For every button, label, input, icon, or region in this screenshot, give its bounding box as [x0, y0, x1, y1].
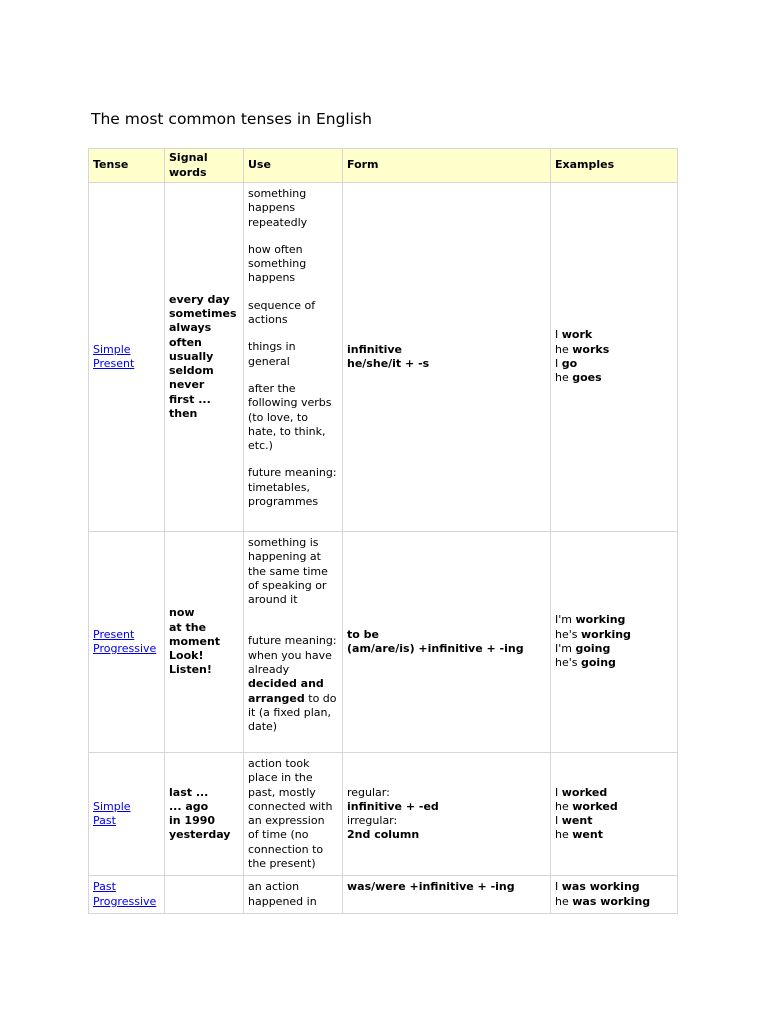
- header-signal-words: Signal words: [165, 149, 244, 183]
- example-line: I work: [555, 328, 593, 342]
- examples-cell: [551, 532, 678, 753]
- tense-link-simple-present[interactable]: Simple Present: [93, 342, 135, 370]
- table-row-past-progressive: [89, 876, 678, 914]
- form-cell: to be (am/are/is) +infinitive + -ing: [343, 532, 551, 753]
- example-line: I worked: [555, 785, 608, 799]
- header-tense: Tense: [89, 149, 165, 183]
- example-line: he's working: [555, 627, 631, 641]
- use-cell: [244, 532, 343, 753]
- tenses-table: [88, 148, 678, 914]
- use-paragraph: sequence of actions: [248, 298, 316, 327]
- page-title: The most common tenses in English: [91, 110, 372, 128]
- table-row-simple-present: [89, 183, 678, 532]
- use-cell: [244, 753, 343, 876]
- tense-link-past-progressive[interactable]: Past Progressive: [93, 880, 157, 908]
- form-cell: infinitive he/she/it + -s: [343, 183, 551, 532]
- tense-cell: [89, 532, 165, 753]
- table-row-present-progressive: [89, 532, 678, 753]
- form-cell: regular: infinitive + -ed irregular: 2nd column: [343, 753, 551, 876]
- use-paragraph: something happens repeatedly: [248, 187, 308, 229]
- examples-cell: [551, 753, 678, 876]
- tense-cell: [89, 753, 165, 876]
- example-line: he was working: [555, 894, 651, 908]
- use-cell: [244, 183, 343, 532]
- use-paragraph: things in general: [248, 340, 296, 368]
- example-line: I go: [555, 357, 578, 370]
- form-cell: was/were +infinitive + -ing: [343, 876, 551, 914]
- use-cell: [244, 876, 343, 914]
- example-line: I'm working: [555, 613, 626, 627]
- use-paragraph: something is happening at the same time of speaking or around it: [248, 536, 328, 607]
- examples-cell: [551, 183, 678, 532]
- example-line: he's going: [555, 656, 616, 670]
- signal-words-cell: now at the moment Look! Listen!: [165, 532, 244, 753]
- table-row-simple-past: [89, 753, 678, 876]
- use-paragraph: an action happened in: [248, 880, 317, 908]
- header-examples: Examples: [551, 149, 678, 183]
- signal-words-cell: [165, 876, 244, 914]
- tense-link-simple-past[interactable]: Simple Past: [93, 799, 131, 828]
- example-line: I went: [555, 814, 593, 828]
- use-paragraph: after the following verbs (to love, to hate, to think, etc.): [248, 381, 332, 453]
- use-paragraph: action took place in the past, mostly connected with an expression of time (no connection to the present): [248, 757, 333, 871]
- example-line: he works: [555, 342, 610, 356]
- example-line: he goes: [555, 371, 602, 385]
- tense-cell: [89, 183, 165, 532]
- header-row: [89, 149, 678, 183]
- header-use: Use: [244, 149, 343, 183]
- example-line: he worked: [555, 799, 618, 813]
- use-paragraph: future meaning: when you have already decided and arranged to do it (a fixed plan, date): [248, 634, 337, 734]
- use-paragraph: future meaning: timetables, programmes: [248, 466, 337, 509]
- example-line: I'm going: [555, 642, 611, 655]
- examples-cell: [551, 876, 678, 914]
- header-form: Form: [343, 149, 551, 183]
- signal-words-cell: last ... ... ago in 1990 yesterday: [165, 753, 244, 876]
- example-line: I was working: [555, 880, 640, 894]
- tense-link-present-progressive[interactable]: Present Progressive: [93, 627, 157, 655]
- tense-cell: [89, 876, 165, 914]
- use-paragraph: how often something happens: [248, 242, 307, 285]
- example-line: he went: [555, 828, 603, 842]
- signal-words-cell: every day sometimes always often usually seldom never first ... then: [165, 183, 244, 532]
